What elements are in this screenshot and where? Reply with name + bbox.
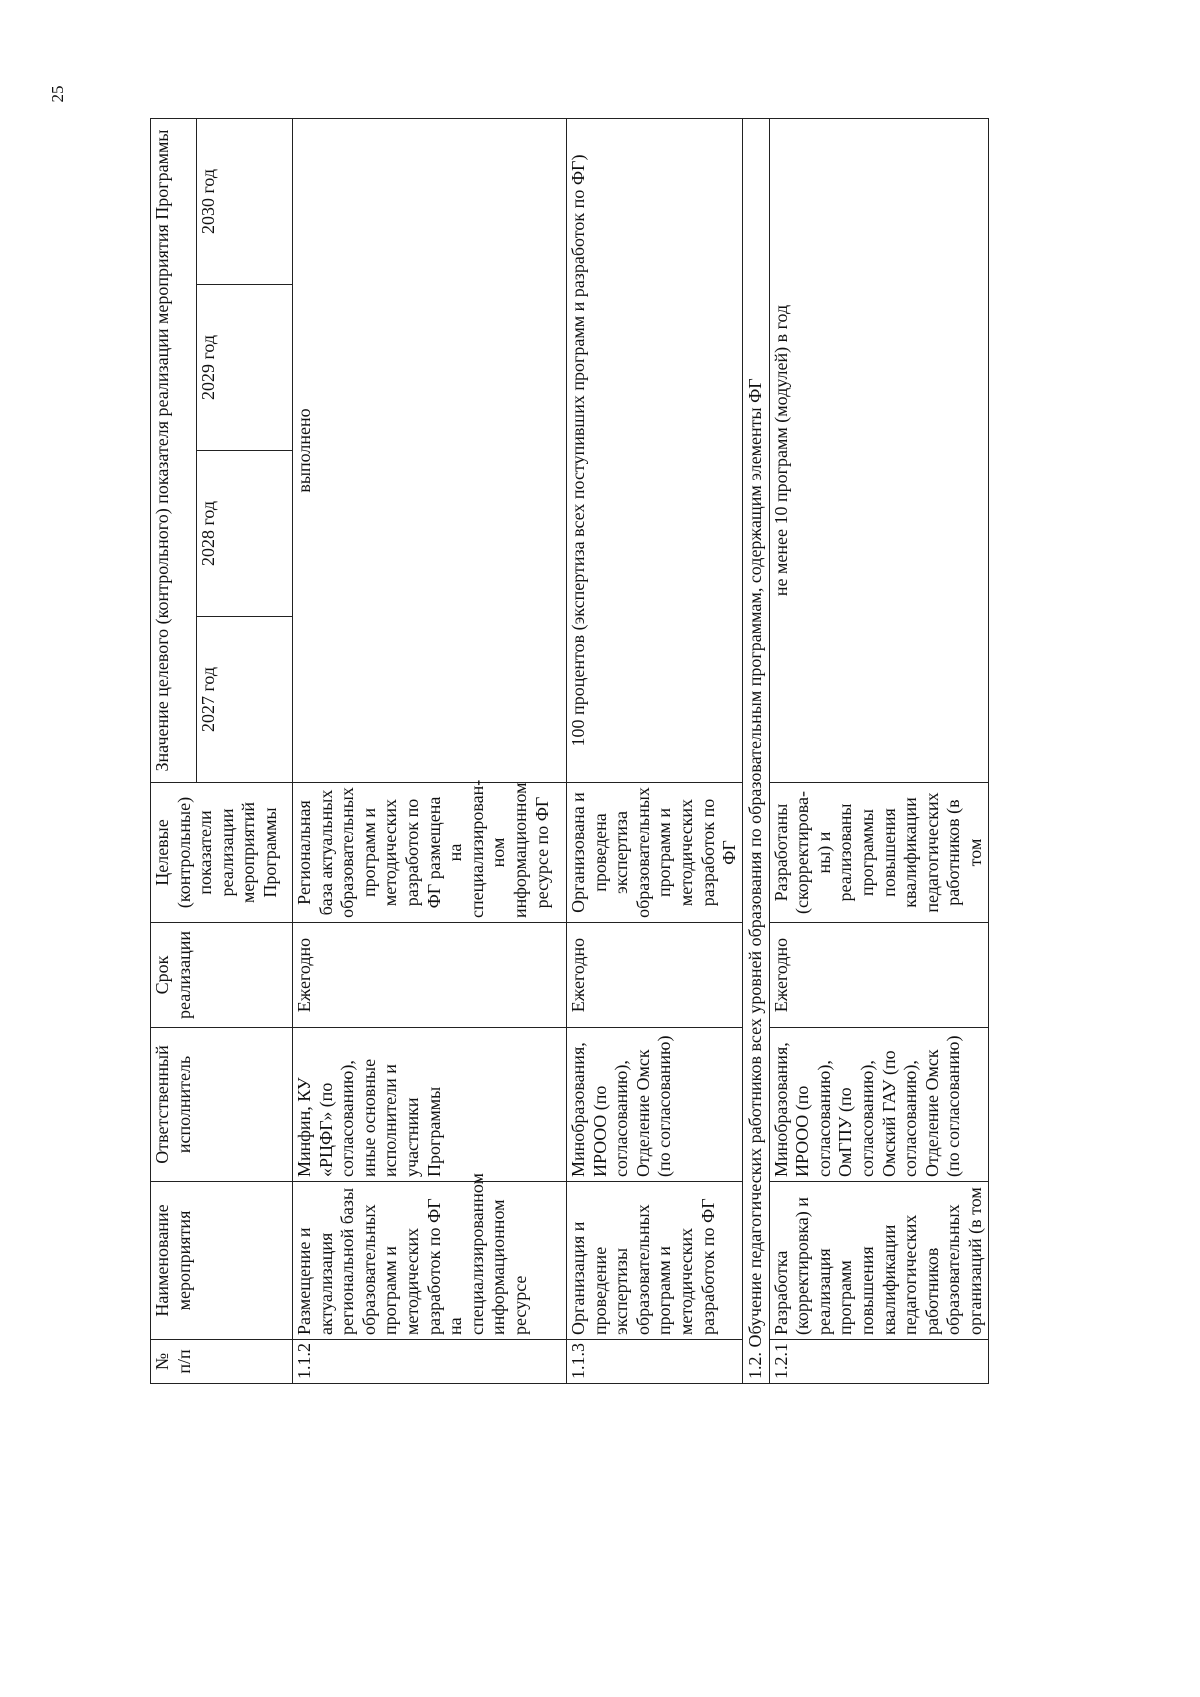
row-value: выполнено	[293, 118, 567, 782]
row-term: Ежегодно	[567, 923, 743, 1028]
header-term: Срок реализации	[151, 923, 293, 1028]
table-row	[769, 118, 988, 1383]
row-term: Ежегодно	[769, 923, 988, 1028]
table-row	[567, 118, 743, 1383]
page-number: 25	[48, 85, 67, 103]
row-name: Разработка (корректировка) и реализация программ повышения квалификации педагогических работников образовательных организаций (в том	[769, 1182, 988, 1340]
header-num: № п/п	[151, 1340, 293, 1384]
table-row	[293, 118, 567, 1383]
rotated-table-sheet	[150, 119, 1096, 1384]
section-heading: 1.2. Обучение педагогических работников всех уровней образования по образовательным программам, содержащим элементы ФГ	[743, 118, 770, 1383]
row-value: 100 процентов (экспертиза всех поступивших программ и разработок по ФГ)	[567, 118, 743, 782]
row-executor: Минобразования, ИРООО (по согласованию), Отделение Омск (по согласованию)	[567, 1028, 743, 1182]
header-year-2027: 2027 год	[197, 617, 293, 783]
row-term: Ежегодно	[293, 923, 567, 1028]
header-name: Наименование мероприятия	[151, 1182, 293, 1340]
header-year-2028: 2028 год	[197, 451, 293, 617]
row-num: 1.2.1	[769, 1340, 988, 1384]
program-table	[150, 118, 989, 1384]
row-indicator: Организована и проведена экспертиза образовательных программ и методических разработок по ФГ	[567, 783, 743, 923]
header-value-group: Значение целевого (контрольного) показателя реализации мероприятия Программы	[151, 118, 197, 782]
row-indicator: Региональная база актуальных образовательных программ и методических разработок по ФГ размещена на специализирован-ном информационном ресурсе по ФГ	[293, 783, 567, 923]
row-executor: Минобразования, ИРООО (по согласованию), ОмГПУ (по согласованию), Омский ГАУ (по согласованию), Отделение Омск (по согласованию)	[769, 1028, 988, 1182]
row-num: 1.1.2	[293, 1340, 567, 1384]
row-name: Размещение и актуализация региональной базы образовательных программ и методических разработок по ФГ на специализированном информационном ресурсе	[293, 1182, 567, 1340]
row-name: Организация и проведение экспертизы образовательных программ и методических разработок по ФГ	[567, 1182, 743, 1340]
row-num: 1.1.3	[567, 1340, 743, 1384]
header-indicators: Целевые (контрольные) показатели реализации мероприятий Программы	[151, 783, 293, 923]
row-executor: Минфин, КУ «РЦФГ» (по согласованию), иные основные исполнители и участники Программы	[293, 1028, 567, 1182]
row-indicator: Разработаны (скорректирова-ны) и реализованы программы повышения квалификации педагогических работников (в том	[769, 783, 988, 923]
header-year-2029: 2029 год	[197, 285, 293, 451]
row-value: не менее 10 программ (модулей) в год	[769, 118, 988, 782]
header-year-2030: 2030 год	[197, 118, 293, 284]
header-executor: Ответственный исполнитель	[151, 1028, 293, 1182]
